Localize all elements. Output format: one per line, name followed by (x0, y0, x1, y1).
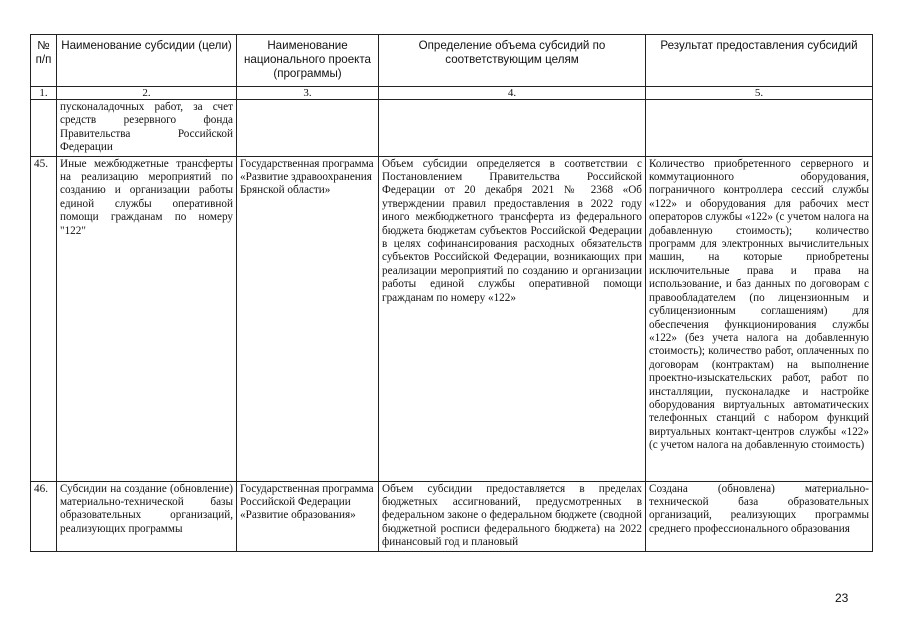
row-result: Количество приобретенного серверного и коммутационного оборудования, пограничного контроллера сессий службы «122» и оборудования для рабочих мест операторов службы «122» (с учетом налога на добавленную стоимость); количество программ для электронных вычислительных машин, на которые приобретены исключительные права и права на использование, и баз данных по договорам с правообладателем (по лицензионным и сублицензионным соглашениям) для обеспечения функционирования службы «122» (без учета налога на добавленную стоимость); количество работ, оплаченных по договорам (контрактам) на выполнение проектно-изыскательских работ, работ по инсталляции, пусконаладке и настройке оборудования виртуальных автоматических телефонных станций с набором функций виртуальных контакт-центров службы «122» (с учетом налога на добавленную стоимость) (646, 156, 873, 481)
table-header-row (31, 35, 873, 87)
header-result: Результат предоставления субсидий (646, 35, 873, 87)
header-volume-definition: Определение объема субсидий по соответствующим целям (379, 35, 646, 87)
column-number: 2. (57, 87, 237, 100)
row-national-project: Государственная программа Российской Федерации «Развитие образования» (237, 481, 379, 551)
table-row (31, 156, 873, 481)
column-number: 5. (646, 87, 873, 100)
column-number: 1. (31, 87, 57, 100)
row-number: 45. (31, 156, 57, 481)
column-number-row (31, 87, 873, 100)
row-subsidy-name: Иные межбюджетные трансферты на реализацию мероприятий по созданию и организации работы единой службы оперативной помощи гражданам по номеру "122" (57, 156, 237, 481)
page-number: 23 (835, 591, 849, 605)
table-row (31, 481, 873, 551)
header-national-project: Наименование национального проекта (программы) (237, 35, 379, 87)
column-number: 3. (237, 87, 379, 100)
row-volume-definition: Объем субсидии определяется в соответствии с Постановлением Правительства Российской Федерации от 20 декабря 2021 № 2368 «Об утверждении правил предоставления в 2022 году иного межбюджетного трансферта из федерального бюджета бюджетам субъектов Российской Федерации в целях софинансирования расходных обязательств субъектов Российской Федерации, возникающих при реализации мероприятий по созданию и организации работы единой службы оперативной помощи гражданам по номеру «122» (379, 156, 646, 481)
row-national-project: Государственная программа «Развитие здравоохранения Брянской области» (237, 156, 379, 481)
row-result (646, 100, 873, 157)
row-result: Создана (обновлена) материально-технической база образовательных организаций, реализующих программы среднего профессионального образования (646, 481, 873, 551)
header-number: № п/п (31, 35, 57, 87)
row-national-project (237, 100, 379, 157)
row-number: 46. (31, 481, 57, 551)
row-volume-definition: Объем субсидии предоставляется в пределах бюджетных ассигнований, предусмотренных в федеральном законе о федеральном бюджете (сводной бюджетной росписи федерального бюджета) на 2022 финансовый год и плановый (379, 481, 646, 551)
subsidies-table (30, 34, 873, 552)
column-number: 4. (379, 87, 646, 100)
row-subsidy-name: пусконаладочных работ, за счет средств резервного фонда Правительства Российской Федерации (57, 100, 237, 157)
row-volume-definition (379, 100, 646, 157)
row-number (31, 100, 57, 157)
header-subsidy-name: Наименование субсидии (цели) (57, 35, 237, 87)
table-row (31, 100, 873, 157)
row-subsidy-name: Субсидии на создание (обновление) материально-технической базы образовательных организаций, реализующих программы (57, 481, 237, 551)
